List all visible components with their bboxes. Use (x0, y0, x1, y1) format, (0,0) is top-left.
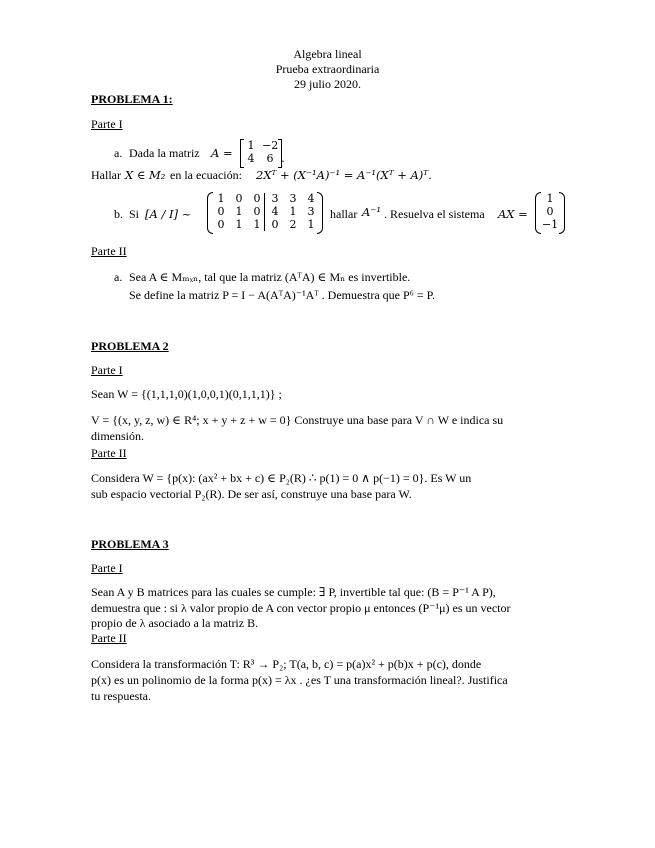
system-equation: AX = (498, 207, 528, 221)
matrix-a-cell: −2 (262, 139, 279, 152)
inverse-symbol: A⁻¹ (362, 205, 381, 219)
matrix-a-cell: 1 (247, 139, 255, 152)
hallar-text: Hallar (91, 168, 121, 182)
item-a-text: Dada la matriz (129, 146, 200, 160)
subspace-v-line-2: dimensión. (91, 429, 144, 443)
problem-1-part-1: Parte I (91, 117, 123, 131)
exam-title: Prueba extraordinaria (275, 62, 380, 76)
problem-1-part-2: Parte II (91, 244, 127, 258)
item-b-text: Si (129, 207, 140, 221)
matrix-a: 1 −2 4 6 . (240, 139, 284, 167)
similarity-line-2: demuestra que : si λ valor propio de A con vector propio μ entonces (P⁻¹μ) es un vector (91, 601, 511, 615)
matrix-equation: 2Xᵀ + (X⁻¹A)⁻¹ = A⁻¹(Xᵀ + A)ᵀ. (256, 168, 432, 182)
item-a-equation: A = (211, 146, 233, 160)
item-a2-line-1: Sea A ∈ Mₘₓₙ, tal que la matriz (AᵀA) ∈ Mₙ es invertible. (129, 270, 411, 284)
problem-1-title: PROBLEMA 1: (91, 92, 173, 106)
item-b-label: b. (114, 207, 123, 221)
transformation-line-1: Considera la transformación T: R³ → P₂; T(a, b, c) = p(a)x² + p(b)x + p(c), donde (91, 657, 482, 671)
similarity-line-3: propio de λ asociado a la matriz B. (91, 616, 259, 630)
item-a2-line-2: Se define la matriz P = I − A(AᵀA)⁻¹Aᵀ . Demuestra que P⁶ = P. (129, 288, 435, 302)
rhs-vector: 1 0 −1 (535, 192, 565, 234)
item-a-label: a. (114, 146, 123, 160)
course-title: Algebra lineal (293, 47, 362, 61)
matrix-a-cell: 4 (247, 152, 255, 165)
matrix-a-cell: 6 (266, 152, 274, 165)
problem-3-part-2: Parte II (91, 631, 127, 645)
item-b-text-3: . Resuelva el sistema (384, 207, 485, 221)
transformation-line-2: p(x) es un polinomio de la forma p(x) = λx . ¿es T una transformación lineal?. Justifica (91, 673, 508, 687)
item-a2-label: a. (114, 270, 123, 284)
subspace-v-line-1: V = {(x, y, z, w) ∈ R⁴; x + y + z + w = 0} Construye una base para V ∩ W e indica su (91, 413, 504, 427)
subspace-w: Sean W = {(1,1,1,0)(1,0,0,1)(0,1,1,1)} ; (91, 387, 282, 401)
problem-2-part-2: Parte II (91, 446, 127, 460)
polynomial-line-2: sub espacio vectorial P₂(R). De ser así, construye una base para W. (91, 487, 412, 501)
problem-2-part-1: Parte I (91, 363, 123, 377)
exam-date: 29 julio 2020. (293, 77, 361, 91)
similarity-line-1: Sean A y B matrices para las cuales se cumple: ∃ P, invertible tal que: (B = P⁻¹ A P), (91, 585, 496, 599)
augmented-divider (264, 193, 265, 231)
problem-3-title: PROBLEMA 3 (91, 537, 169, 551)
hallar-text-2: en la ecuación: (170, 168, 242, 182)
polynomial-line-1: Considera W = {p(x): (ax² + bx + c) ∈ P₂(R) ∴ p(1) = 0 ∧ p(−1) = 0}. Es W un (91, 471, 472, 485)
item-b-text-2: hallar (330, 207, 358, 221)
augmented-notation: [A / I] ~ (145, 207, 192, 221)
augmented-matrix: 1 0 0 3 3 4 0 1 0 4 1 3 0 1 1 0 2 1 (207, 192, 325, 234)
transformation-line-3: tu respuesta. (91, 689, 151, 703)
hallar-domain: X ∈ M₂ (125, 168, 166, 182)
problem-2-title: PROBLEMA 2 (91, 339, 169, 353)
problem-3-part-1: Parte I (91, 561, 123, 575)
